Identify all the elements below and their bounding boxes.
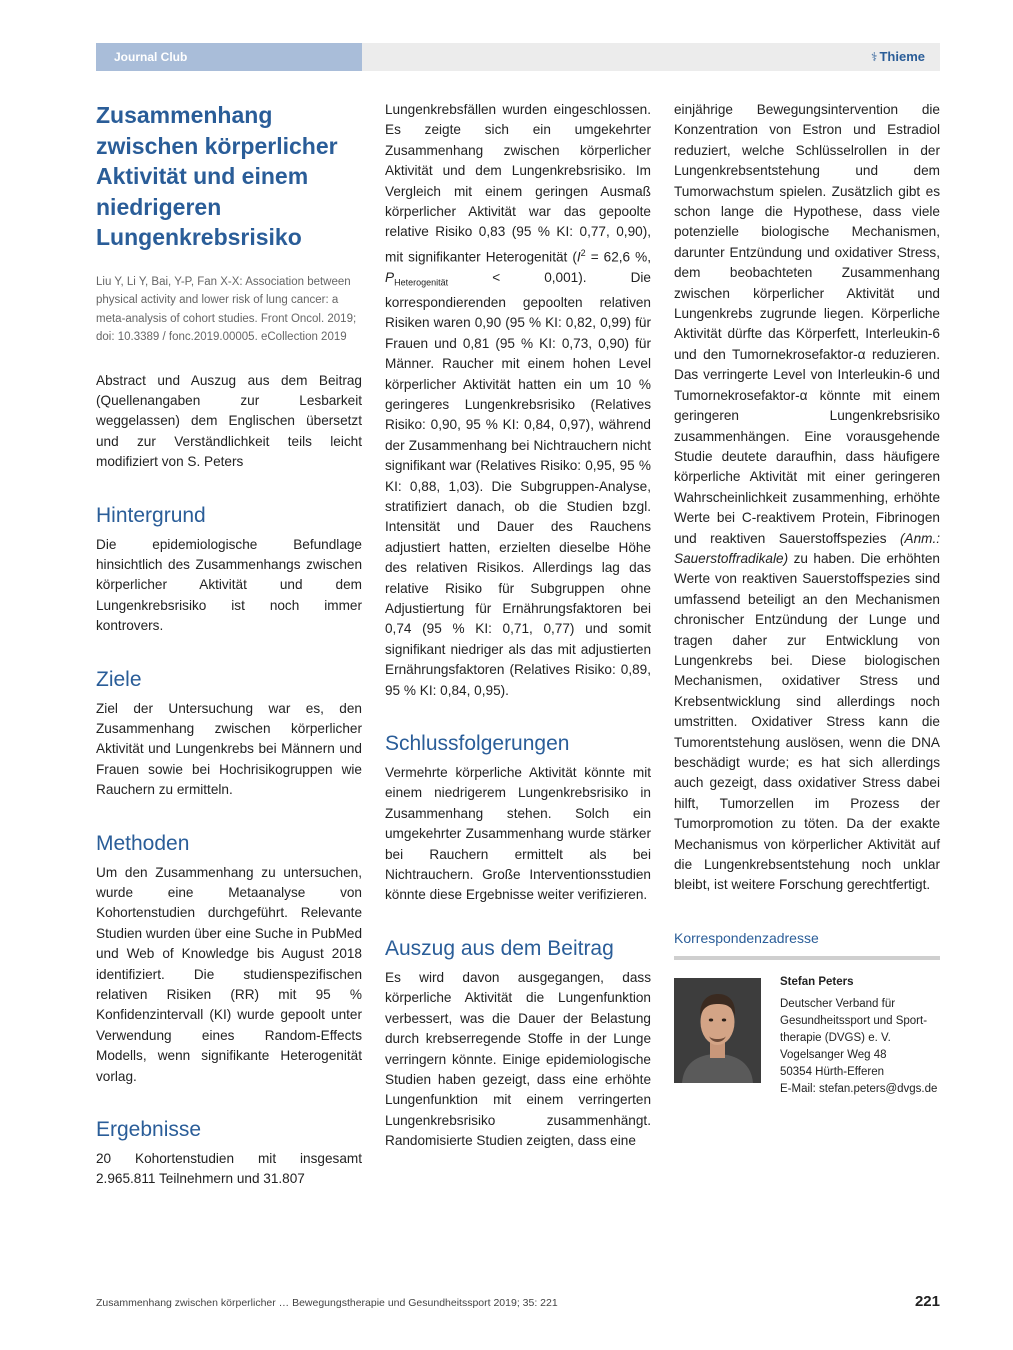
- footer-citation: Zusammenhang zwischen körperlicher … Bewegungstherapie und Gesundheitssport 2019; 35: 221: [96, 1297, 558, 1309]
- heading-ziele: Ziele: [96, 667, 142, 691]
- text-schlussfolgerungen: Vermehrte körperliche Aktivität könnte mit einem niedrigerem Lungenkrebsrisiko in Zusammenhang stehen. Solch ein umgekehrter Zusammenhang wurde stärker bei Rauchern ermittelt als bei Nichtrauchern. Große Interventionsstudien könnte diese Ergebnisse weiter verifizieren.: [385, 765, 651, 903]
- author-photo: [674, 978, 761, 1083]
- text-ziele: Ziel der Untersuchung war es, den Zusammenhang zwischen körperlicher Aktivität und Lungenkrebs bei Männern und Frauen sowie bei Hochrisikogruppen wie Rauchern zu ermitteln.: [96, 700, 362, 798]
- column-1: [96, 100, 362, 1190]
- column-3: [674, 100, 940, 1108]
- text-auszug-part2: einjährige Bewegungsintervention die Konzentration von Estron und Estradiol reduziert, welche Schlüsselrollen in der Lungenkrebsentstehung und dem Tumorwachstum spielen. Zusätzlich gibt es schon lange die Hypothese, dass viele potenzielle biologische Mechanismen, darunter Entzündung und oxidativer Stress, dem beobachteten Zusammenhang zwischen körperlicher Aktivität und Lungenkrebs zugrunde liegen. Körperliche Aktivität dürfte das Körperfett, Interleukin-6 und den Tumornekrosefaktor-α reduzieren. Das verringerte Level von Interleukin-6 und Tumornekrosefaktor-α könnte mit einem geringeren Lungenkrebsrisiko zusammenhängen. Eine vorausgehende Studie deutete daraufhin, dass häufigere körperliche Aktivität mit einer geringeren Wahrscheinlichkeit zusammenhing, erhöhte Werte bei C-reaktivem Protein, Fibrinogen und reaktiven Sauerstoffspezies (Anm.: Sauerstoffradikale) zu haben. Die erhöhten Werte von reaktiven Sauerstoffspezies sind umfassend beteiligt an den Mechanismen chronischer Entzündung der Lunge und tragen daher zur Entwicklung von Lungenkrebs bei. Diese biologischen Mechanismen, oxidativer Stress und Krebsentwicklung sind allerdings noch umstritten. Oxidativer Stress kann die Tumorentstehung auslösen, wenn die DNA beschädigt wurde; es hat sich allerdings auch gezeigt, dass oxidativer Stress dabei hilft, Tumorzellen im Prozess der Tumorpromotion zu töten. Da der exakte Mechanismus von körperlicher Aktivität auf die Lungenkrebsentstehung noch unklar bleibt, ist weitere Forschung gerechtfertigt.: [674, 102, 940, 893]
- text-methoden: Um den Zusammenhang zu untersuchen, wurde eine Metaanalyse von Kohortenstudien durchgeführt. Relevante Studien wurden über eine Suche in PubMed und Web of Knowledge bis August 2018 identifiziert. Die studienspezifischen relativen Risiken (RR) mit 95 % Konfidenzintervall (KI) wurde gepoolt unter Verwendung eines Random-Effects Modells, wenn signifikante Heterogenität vorlag.: [96, 864, 363, 1084]
- heading-auszug: Auszug aus dem Beitrag: [385, 936, 614, 960]
- thieme-logo-icon: ⚕: [870, 50, 878, 64]
- correspondence-divider: [674, 956, 940, 960]
- email: E-Mail: stefan.peters@dvgs.de: [780, 1083, 938, 1096]
- heading-schlussfolgerungen: Schlussfolgerungen: [385, 732, 570, 756]
- correspondence-box: [674, 978, 940, 1108]
- text-auszug-part1: Es wird davon ausgegangen, dass körperliche Aktivität die Lungenfunktion verbessert, was die Dauer der Belastung durch krebserregende Stoffe in der Lunge verringern könnte. Einige epidemiologische Studien haben gezeigt, dass eine erhöhte Lungenfunktion mit einem verringerten Lungenkrebsrisiko zusammenhängt. Randomisierte Studien zeigten, dass eine: [385, 969, 651, 1149]
- column-2: [385, 100, 651, 1152]
- heading-hintergrund: Hintergrund: [96, 503, 206, 527]
- correspondence-heading: Korrespondenzadresse: [674, 929, 819, 946]
- correspondence-address: [780, 974, 937, 1098]
- publisher-logo: [871, 43, 925, 71]
- city: 50354 Hürth-Efferen: [780, 1066, 884, 1079]
- page-number: 221: [914, 1293, 940, 1310]
- publisher-name: Thieme: [879, 49, 925, 64]
- author-name: Stefan Peters: [780, 976, 854, 989]
- section-label: Journal Club: [96, 43, 362, 71]
- article-title: Zusammenhang zwischen körperlicher Aktivität und einem niedrigeren Lungenkrebsrisiko: [96, 102, 338, 250]
- org-line-3: therapie (DVGS) e. V.: [780, 1032, 891, 1045]
- text-hintergrund: Die epidemiologische Befundlage hinsichtlich des Zusammenhangs zwischen körperlicher Aktivität und dem Lungenkrebsrisiko ist noch immer kontrovers.: [96, 536, 362, 634]
- org-line-2: Gesundheitssport und Sport-: [780, 1015, 928, 1028]
- org-line-1: Deutscher Verband für: [780, 998, 896, 1011]
- article-intro: Abstract und Auszug aus dem Beitrag (Quellenangaben zur Lesbarkeit weggelassen) dem Englischen übersetzt und zur Verständlichkeit teils leicht modifiziert von S. Peters: [96, 372, 362, 470]
- text-ergebnisse-part1: 20 Kohortenstudien mit insgesamt 2.965.811 Teilnehmern und 31.807: [96, 1151, 362, 1187]
- heading-ergebnisse: Ergebnisse: [96, 1118, 202, 1142]
- heading-methoden: Methoden: [96, 831, 190, 855]
- article-citation: Liu Y, Li Y, Bai, Y-P, Fan X-X: Association between physical activity and lower risk of lung cancer: a meta-analysis of cohort studies. Front Oncol. 2019; doi: 10.3389 / fonc.2019.00005. eCollection 2019: [96, 275, 357, 343]
- text-ergebnisse-part2: Lungenkrebsfällen wurden eingeschlossen. Es zeigte sich ein umgekehrter Zusammenhang zwischen körperlicher Aktivität und dem Lungenkrebsrisiko. Im Vergleich mit einem geringen Ausmaß körperlicher Aktivität war das gepoolte relative Risiko 0,83 (95 % KI: 0,77, 0,90), mit signifikanter Heterogenität ($I^2 = 62,6$ %, $P_{Heterogenität} < 0,001$). Die korrespondierenden gepoolten relativen Risiken waren 0,90 (95 % KI: 0,82, 0,99) für Frauen und 0,81 (95 % KI: 0,73, 0,90) für Männer. Raucher mit einem hohen Level körperlicher Aktivität hatten ein um 10 % geringeres Lungenkrebsrisiko (Relatives Risiko: 0,90, 95 % KI: 0,84, 0,97), während der Zusammenhang bei Nichtrauchern nicht signifikant war (Relatives Risiko: 0,95, 95 % KI: 0,88, 1,03). Die Subgruppen-Analyse, stratifiziert danach, ob die Studien bzgl. Intensität und Dauer des Rauchens adjustiert hatten, erzielten dieselbe Höhe des relativen Risikos. Allerdings lag das relative Risiko für Subgruppen ohne Adjustiertung für Ernährungsfaktoren bei 0,74 (95 % KI: 0,71, 0,77) und somit signifikant niedriger als das mit adjustierten Ernährungsfaktoren (Relatives Risiko: 0,89, 95 % KI: 0,84, 0,95).: [385, 102, 651, 698]
- street: Vogelsanger Weg 48: [780, 1049, 887, 1062]
